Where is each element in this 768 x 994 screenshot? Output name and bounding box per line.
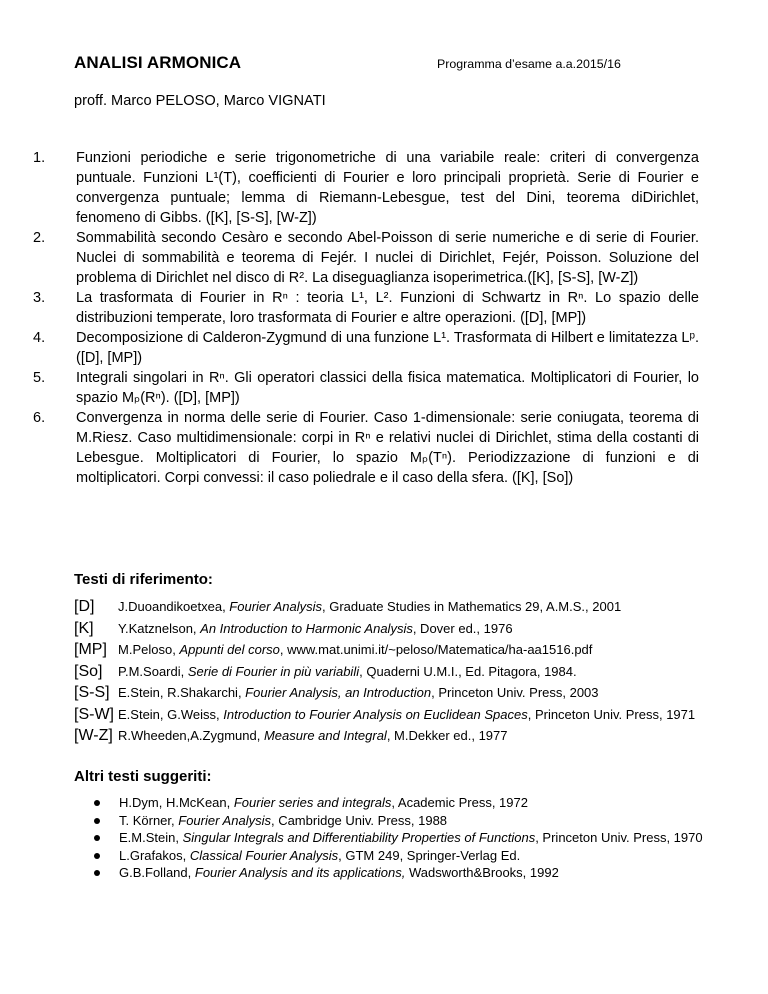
suggested-list — [94, 794, 706, 882]
reference-key: [K] — [74, 619, 94, 637]
topic-number: 1. — [33, 150, 46, 166]
reference-details: , M.Dekker ed., 1977 — [386, 728, 508, 743]
reference-title: Introduction to Fourier Analysis on Euclidean Spaces — [223, 706, 528, 722]
reference-title: Fourier Analysis, an Introduction — [245, 685, 432, 700]
topic-item — [33, 408, 699, 488]
topic-text: Integrali singolari in Rⁿ. Gli operatori classici della fisica matematica. Moltiplicatori di Fourier, lo spazio Mₚ(Rⁿ). ([D], [MP]) — [76, 370, 699, 406]
program-label: Programma d’esame a.a.2015/16 — [437, 57, 621, 71]
topic-item — [33, 148, 699, 228]
suggested-authors: T. Körner, — [119, 812, 179, 828]
references-heading: Testi di riferimento: — [74, 571, 213, 588]
reference-authors: J.Duoandikoetxea, — [118, 599, 230, 614]
suggested-item — [94, 864, 706, 882]
reference-authors: E.Stein, R.Shakarchi, — [118, 685, 246, 700]
bullet-icon — [94, 818, 100, 824]
reference-details: , Princeton Univ. Press, 2003 — [431, 685, 599, 700]
reference-item — [74, 618, 702, 640]
suggested-title: Classical Fourier Analysis — [189, 847, 339, 863]
reference-details: , Dover ed., 1976 — [412, 620, 513, 636]
topic-number: 3. — [33, 290, 46, 306]
bullet-icon — [94, 800, 100, 806]
reference-item — [74, 661, 702, 683]
suggested-item — [94, 829, 706, 847]
topic-text: Decomposizione di Calderon-Zygmund di una funzione L¹. Trasformata di Hilbert e limitatezza Lᵖ.([D], [MP]) — [76, 330, 699, 366]
suggested-details: , Cambridge Univ. Press, 1988 — [270, 812, 448, 828]
suggested-authors: G.B.Folland, — [119, 865, 195, 880]
topic-number: 4. — [33, 330, 46, 346]
reference-item — [74, 596, 702, 618]
suggested-details: , GTM 249, Springer-Verlag Ed. — [338, 847, 521, 863]
bullet-icon — [94, 870, 100, 876]
suggested-title: Singular Integrals and Differentiability Properties of Functions — [182, 830, 536, 845]
topic-text: Convergenza in norma delle serie di Fourier. Caso 1-dimensionale: serie coniugata, teorema di M.Riesz. Caso multidimensionale: corpi in Rⁿ e relativi nuclei di Dirichlet, stima della costanti di Lebesgue. Moltiplicatori di Fourier, lo spazio Mₚ(Tⁿ). Periodizzazione di funzioni e di moltiplicatori. Corpi convessi: il caso poliedrale e il caso della sfera. ([K], [So]) — [76, 410, 699, 486]
suggested-details: Wadsworth&Brooks, 1992 — [405, 865, 559, 880]
topic-item — [33, 228, 699, 288]
reference-key: [S-S] — [74, 684, 110, 701]
bullet-icon — [94, 853, 100, 859]
reference-details: , Graduate Studies in Mathematics 29, A.M.S., 2001 — [322, 599, 622, 614]
topic-item — [33, 328, 699, 368]
professors-line: proff. Marco PELOSO, Marco VIGNATI — [74, 93, 326, 109]
suggested-authors: L.Grafakos, — [119, 847, 190, 863]
topic-number: 6. — [33, 410, 46, 426]
topic-number: 2. — [33, 230, 46, 246]
suggested-authors: H.Dym, H.McKean, — [119, 795, 234, 810]
suggested-title: Fourier Analysis and its applications, — [194, 865, 406, 880]
reference-authors: E.Stein, G.Weiss, — [118, 706, 224, 722]
reference-key: [MP] — [74, 641, 107, 658]
document-title: ANALISI ARMONICA — [74, 53, 242, 72]
reference-item — [74, 725, 702, 747]
bullet-icon — [94, 835, 100, 841]
topic-item — [33, 368, 699, 408]
suggested-title: Fourier Analysis — [178, 812, 271, 828]
reference-key: [S-W] — [74, 705, 114, 723]
topic-number: 5. — [33, 370, 46, 386]
reference-title: An Introduction to Harmonic Analysis — [200, 620, 413, 636]
suggested-item — [94, 847, 706, 865]
reference-title: Serie di Fourier in più variabili — [187, 663, 360, 679]
suggested-item — [94, 794, 706, 812]
references-list — [74, 596, 702, 747]
reference-item — [74, 682, 702, 704]
reference-authors: M.Peloso, — [118, 642, 180, 657]
reference-details: , www.mat.unimi.it/~peloso/Matematica/ha-aa1516.pdf — [279, 642, 593, 657]
topic-text: Sommabilità secondo Cesàro e secondo Abel-Poisson di serie numeriche e di serie di Fourier. Nuclei di sommabilità e teorema di Fejér. I nuclei di Dirichlet, Fejér, Poisson. Soluzione del problema di Dirichlet nel disco di R². La diseguaglianza isoperimetrica.([K], [S-S], [W-Z]) — [76, 230, 699, 286]
suggested-authors: E.M.Stein, — [119, 830, 183, 845]
reference-key: [W-Z] — [74, 727, 113, 744]
suggested-item — [94, 812, 706, 830]
topic-text: La trasformata di Fourier in Rⁿ : teoria L¹, L². Funzioni di Schwartz in Rⁿ. Lo spazio delle distribuzioni temperate, loro trasformata di Fourier e altre operazioni. ([D], [MP]) — [76, 290, 699, 326]
topics-list — [33, 148, 699, 488]
suggested-details: , Academic Press, 1972 — [391, 795, 528, 810]
reference-key: [D] — [74, 598, 95, 615]
reference-key: [So] — [74, 662, 103, 680]
reference-item — [74, 639, 702, 661]
reference-authors: Y.Katznelson, — [118, 620, 201, 636]
reference-title: Measure and Integral — [263, 728, 387, 743]
suggested-details: , Princeton Univ. Press, 1970 — [535, 830, 703, 845]
reference-title: Appunti del corso — [179, 642, 280, 657]
suggested-heading: Altri testi suggeriti: — [74, 768, 212, 785]
suggested-title: Fourier series and integrals — [233, 795, 392, 810]
reference-authors: P.M.Soardi, — [118, 663, 188, 679]
reference-authors: R.Wheeden,A.Zygmund, — [118, 728, 264, 743]
reference-item — [74, 704, 702, 726]
topic-item — [33, 288, 699, 328]
reference-details: , Quaderni U.M.I., Ed. Pitagora, 1984. — [359, 663, 577, 679]
reference-details: , Princeton Univ. Press, 1971 — [527, 706, 696, 722]
topic-text: Funzioni periodiche e serie trigonometriche di una variabile reale: criteri di convergenza puntuale. Funzioni L¹(T), coefficienti di Fourier e loro principali proprietà. Serie di Fourier e convergenza puntuale; lemma di Riemann-Lebesgue, test del Dini, teorema diDirichlet, fenomeno di Gibbs. ([K], [S-S], [W-Z]) — [76, 150, 699, 226]
reference-title: Fourier Analysis — [229, 599, 323, 614]
